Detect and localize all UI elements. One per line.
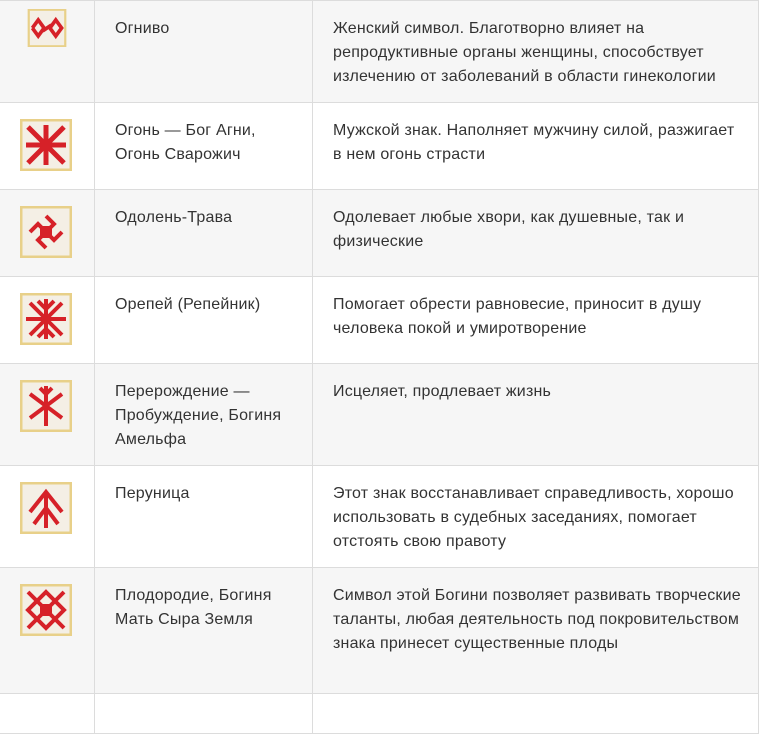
symbol-description: Символ этой Богини позволяет развивать творческие таланты, любая деятельность под покровительством знака принесет существенные плоды: [313, 568, 759, 694]
icon-cell: [0, 694, 95, 734]
odolen-trava-symbol-icon: [20, 206, 72, 258]
icon-cell: [0, 364, 95, 466]
symbol-name: Огонь — Бог Агни, Огонь Сварожич: [95, 103, 313, 190]
symbol-name: Плодородие, Богиня Мать Сыра Земля: [95, 568, 313, 694]
table-row: [0, 364, 759, 466]
symbol-name: Орепей (Репейник): [95, 277, 313, 364]
symbol-name-empty: [95, 694, 313, 734]
table-row: [0, 103, 759, 190]
icon-cell: [0, 190, 95, 277]
symbol-description: Женский символ. Благотворно влияет на репродуктивные органы женщины, способствует излечению от заболеваний в области гинекологии: [313, 1, 759, 103]
ognivo-symbol-icon: [20, 9, 74, 47]
icon-cell: [0, 1, 95, 103]
icon-cell: [0, 277, 95, 364]
symbol-description: Исцеляет, продлевает жизнь: [313, 364, 759, 466]
symbol-description-empty: [313, 694, 759, 734]
pererozhdenie-symbol-icon: [20, 380, 72, 432]
orepey-symbol-icon: [20, 293, 72, 345]
icon-cell: [0, 568, 95, 694]
symbol-name: Огниво: [95, 1, 313, 103]
icon-cell: [0, 466, 95, 568]
plodorodie-symbol-icon: [20, 584, 72, 636]
symbol-name: Одолень-Трава: [95, 190, 313, 277]
symbol-description: Этот знак восстанавливает справедливость, хорошо использовать в судебных заседаниях, помогает отстоять свою правоту: [313, 466, 759, 568]
symbol-name: Перерождение — Пробуждение, Богиня Амельфа: [95, 364, 313, 466]
table-row: [0, 568, 759, 694]
symbol-description: Мужской знак. Наполняет мужчину силой, разжигает в нем огонь страсти: [313, 103, 759, 190]
table-row: [0, 466, 759, 568]
symbol-name: Перуница: [95, 466, 313, 568]
table-row: [0, 1, 759, 103]
symbol-description: Одолевает любые хвори, как душевные, так и физические: [313, 190, 759, 277]
perunitsa-symbol-icon: [20, 482, 72, 534]
table-row: [0, 277, 759, 364]
ogon-bog-agni-symbol-icon: [20, 119, 72, 171]
table-row: [0, 190, 759, 277]
symbol-description: Помогает обрести равновесие, приносит в душу человека покой и умиротворение: [313, 277, 759, 364]
table-row-partial: [0, 694, 759, 734]
icon-cell: [0, 103, 95, 190]
